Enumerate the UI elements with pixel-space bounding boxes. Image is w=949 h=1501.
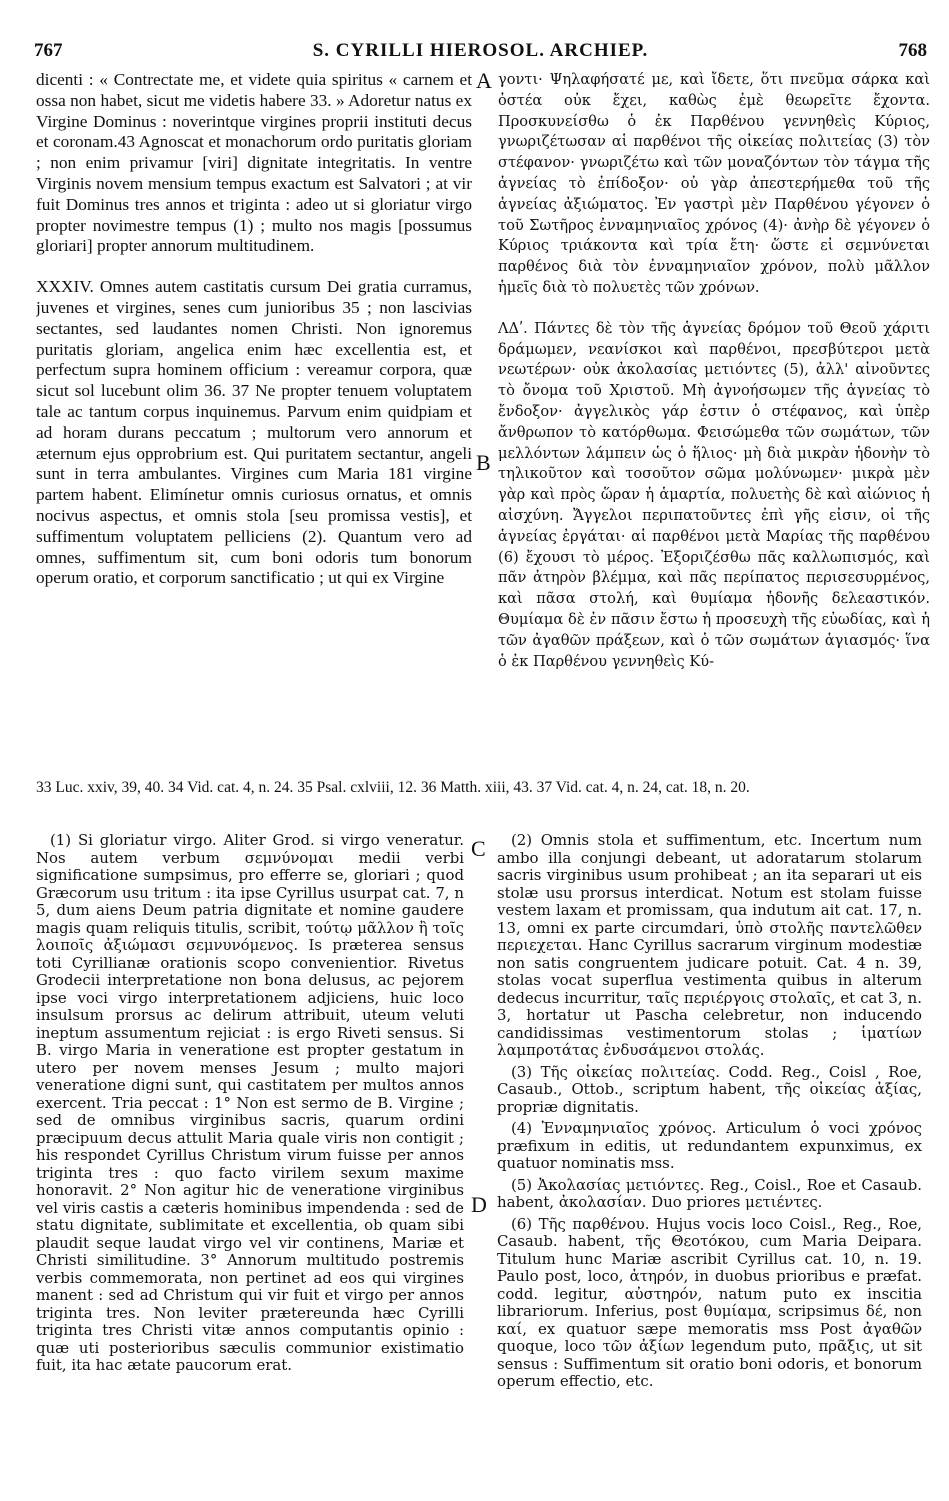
latin-paragraph-1: dicenti : « Contrectate me, et videte quia spiritus « carnem et ossa non habet, sicut me videtis habere 33. » Adoretur natus ex Virgine Dominus : noverintque virgines proprii instituti decus et coronam.43 Agnoscat et monachorum ordo puritatis gloriam ; non enim privamur [viri] dignitate integritatis. In ventre Virginis novem mensium tempus exactum est Salvatori ; at vir fuit Dominus tres annos et triginta : adeo ut si gloriatur virgo propter novimestre tempus (1) ; multo nos magis [possumus gloriari] propter annorum multitudinem.	[36, 70, 472, 256]
commentary-note-1: (1) Si gloriatur virgo. Aliter Grod. si virgo veneratur. Nos autem verbum σεμνύνομαι medii verbi significatione sumpsimus, pro efferre se, gloriari ; quod Græcorum usu tritum : ita ipse Cyrillus usurpat cat. 7, n 5, dum aiens Deum patria dignitate et nomine gaudere magis quam reliquis titulis, scribit, τούτῳ μᾶλλον ἢ τοῖς λοιποῖς ἀξιώμασι σεμνυνόμενος. Is præterea sensus toti Cyrillianæ orationis scopo convenientior. Rivetus Grodecii interpretatione non bona delusus, ac pejorem ipse voci virgo interpretationem adjiciens, huic loco insulsum prorsus ac delirum attribuit, uteum veluti ineptum assumentum rejiciat : is ergo Riveti sensus. Si B. virgo Maria in veneratione est propter gestatum in utero per novem menses Jesum ; multo majori veneratione digni sunt, qui castitatem per multos annos exercent. Tria peccat : 1° Non est sermo de B. Virgine ; sed de omnibus virginibus sacris, quarum ordini præcipuum decus attulit Maria quale viris non contigit ; his respondet Cyrillus Christum virum fuisse per annos triginta tres : quo facto virilem sexum maxime honoravit. 2° Non agitur hic de veneratione virginibus vel viris castis a cæteris hominibus impendenda : sed de statu dignitate, sublimitate et excellentia, ob quam sibi plaudit seque laudat virgo vel vir continens, Mariæ et Christi similitudine. 3° Annorum multitudo postremis verbis commemorata, non pertinet ad eos qui virgines manent : sed ad Christum qui vir fuit et virgo per annos triginta tres. Non leviter prætereunda hæc Cyrilli triginta tres Christi vitæ annos computantis opinio : quæ uti posterioribus sæculis communior existimatio fuit, ita hac ætate paucorum erat.	[36, 832, 464, 1374]
commentary-note-5: (5) Ἀκολασίας μετιόντες. Reg., Coisl., Roe et Casaub. habent, ἀκολασίαν. Duo priores μετιέντες.	[497, 1175, 922, 1211]
greek-column	[498, 70, 930, 672]
page-number-left: 767	[34, 40, 63, 61]
margin-marker-c: C	[471, 836, 486, 861]
commentary-note-6: (6) Τῆς παρθένου. Hujus vocis loco Coisl., Reg., Roe, Casaub. habent, τῆς Θεοτόκου, cum Maria Deipara. Titulum hunc Mariæ ascribit Cyrillus cat. 10, n. 19. Paulo post, loco, ἀτηρόν, in duobus prioribus e præfat. codd. legitur, αὐστηρόν, natum puto ex inscitia librariorum. Inferius, post θυμίαμα, scripsimus δέ, non καί, ex quatuor sæpe memoratis mss Post ἀγαθῶν quoque, loco τῶν ἀξίων legendum puto, πρᾶξις, ut sit sensus : Suffimentum sit oratio boni odoris, et bonorum operum effectio, etc.	[497, 1214, 922, 1390]
page-header	[34, 40, 927, 66]
margin-marker-a: A	[476, 68, 492, 93]
footnote-line: 33 Luc. xxiv, 39, 40. 34 Vid. cat. 4, n. 24. 35 Psal. cxlviii, 12. 36 Matth. xiii, 43. 37 Vid. cat. 4, n. 24, cat. 18, n. 20.	[36, 779, 750, 796]
margin-marker-b: B	[476, 450, 491, 475]
commentary-left-column	[36, 832, 464, 1379]
running-title: S. CYRILLI HIEROSOL. ARCHIEP.	[312, 40, 649, 61]
scripture-footnotes	[36, 778, 931, 797]
page-number-right: 768	[898, 40, 927, 61]
commentary-note-2: (2) Omnis stola et suffimentum, etc. Incertum num ambo illa conjungi debeant, ut adoratarum stolarum sacris virginibus usum prohibeat ; an ita separari ut eis stolæ usu prorsus interdicat. Notum est stolam fuisse vestem laxam et promissam, qua indutum ait cat. 17, n. 13, omni ex parte circumdari, ὑπὸ στολῆς παντελῶθεν περιεχεται. Hanc Cyrillus sacrarum virginum modestiæ non satis congruentem judicare potuit. Cat. 4 n. 39, stolas vocat superflua vestimenta quibus in alterum dedecus incurritur, ταῖς περιέργοις στολαῖς, et cat 3, n. 3, hortatur ut Pascha celebretur, non inducendo candidissimas vestimentorum stolas ; ἱματίων λαμπροτάτας ἐνδυσάμενοι στολάς.	[497, 832, 922, 1059]
commentary-right-column	[497, 832, 922, 1395]
latin-column	[36, 70, 472, 589]
commentary-note-4: (4) Ἐνναμηνιαῖος χρόνος. Articulum ὁ voci χρόνος præfixum in editis, ut redundantem expunximus, ex quatuor nominatis mss.	[497, 1119, 922, 1172]
greek-paragraph-2: ΛΔʹ. Πάντες δὲ τὸν τῆς ἁγνείας δρόμον τοῦ Θεοῦ χάριτι δράμωμεν, νεανίσκοι καὶ παρθένοι, πρεσβύτεροι μετὰ νεωτέρων· οὐκ ἀκολασίας μετιόντες (5), ἀλλ' αἰνοῦντες τὸ ὄνομα τοῦ Χριστοῦ. Μὴ ἀγνοήσωμεν τῆς ἁγνείας τὸ ἔνδοξον· ἀγγελικὸς γάρ ἐστιν ὁ στέφανος, καὶ ὑπὲρ ἄνθρωπον τὸ κατόρθωμα. Φεισώμεθα τῶν σωμάτων, τῶν μελλόντων λάμπειν ὡς ὁ ἥλιος· μὴ διὰ μικρὰν ἡδονὴν τὸ τηλικοῦτον καὶ τοσοῦτον σῶμα μολύνωμεν· μικρὰ μὲν γὰρ καὶ πρὸς ὥραν ἡ ἁμαρτία, πολυετὴς δὲ καὶ αἰώνιος ἡ αἰσχύνη. Ἄγγελοι περιπατοῦντες ἐπὶ γῆς εἰσιν, οἱ τῆς ἁγνείας ἐργάται· αἱ παρθένοι μετὰ Μαρίας τῆς παρθένου (6) ἔχουσι τὸ μέρος. Ἐξοριζέσθω πᾶς καλλωπισμός, καὶ πᾶν ἀτηρὸν βλέμμα, καὶ πᾶς περίπατος περισεσυρμένος, καὶ πᾶσα στολή, καὶ θυμίαμα ἡδονῆς δελεαστικόν. Θυμίαμα δὲ ἐν πᾶσιν ἔστω ἡ προσευχὴ τῆς εὐωδίας, καὶ ἡ τῶν ἀγαθῶν πράξεων, καὶ ὁ τῶν σωμάτων ἁγιασμός· ἵνα ὁ ἐκ Παρθένου γεννηθεὶς Κύ-	[498, 319, 930, 670]
commentary-note-3: (3) Τῆς οἰκείας πολιτείας. Codd. Reg., Coisl , Roe, Casaub., Ottob., scriptum habent, τῆς οἰκείας ἀξίας, propriæ dignitatis.	[497, 1062, 922, 1116]
margin-marker-d: D	[471, 1192, 487, 1217]
greek-paragraph-1: γοντι· Ψηλαφήσατέ με, καὶ ἴδετε, ὅτι πνεῦμα σάρκα καὶ ὀστέα οὐκ ἔχει, καθὼς ἐμὲ θεωρεῖτε ἔχοντα. Προσκυνείσθω ὁ ἐκ Παρθένου γεννηθεὶς Κύριος, γνωριζέτωσαν αἱ παρθένοι τῆς οἰκείας πολιτείας (3) τὸν στέφανον· γνωριζέτω καὶ τῶν μοναζόντων τὸν τάγμα τῆς ἁγνείας τὸ ἐπίδοξον· οὐ γὰρ ἀπεστερήμεθα τοῦ τῆς ἁγνείας ἀξιώματος. Ἐν γαστρὶ μὲν Παρθένου γέγονεν ὁ τοῦ Σωτῆρος ἐνναμηνιαῖος χρόνος (4)· ἀνὴρ δὲ γέγονεν ὁ Κύριος τριάκοντα καὶ τρία ἔτη· ὥστε εἰ σεμνύνεται παρθένος διὰ τὸν ἐνναμηνιαῖον χρόνον, πολὺ μᾶλλον ἡμεῖς διὰ τὸ πολυετὲς τῶν χρόνων.	[498, 71, 930, 296]
latin-paragraph-2: XXXIV. Omnes autem castitatis cursum Dei gratia curramus, juvenes et virgines, senes cum junioribus 35 ; non lascivias sectantes, sed laudantes nomen Christi. Non ignoremus puritatis gloriam, angelica enim hæc excellentia est, et perfectum supra hominem officium : vereamur corpora, quæ sicut sol lucebunt olim 36. 37 Ne propter tenuem voluptatem tale ac tantum corpus inquinemus. Parvum enim quidpiam et ad horam durans peccatum ; multorum vero annorum et æternum ejus opprobrium est. Qui puritatem sectantur, angeli sunt in terra ambulantes. Virgines cum Maria 181 virgine partem habent. Elimínetur omnis curiosus ornatus, et omnis nocivus aspectus, et omnis stola [seu promissa vestis], et suffimentum voluptatem pelliciens (2). Quantum vero ad omnes, suffimentum sit, cum boni odoris tum bonorum operum oratio, et corporum sanctificatio ; ut qui ex Virgine	[36, 277, 472, 588]
